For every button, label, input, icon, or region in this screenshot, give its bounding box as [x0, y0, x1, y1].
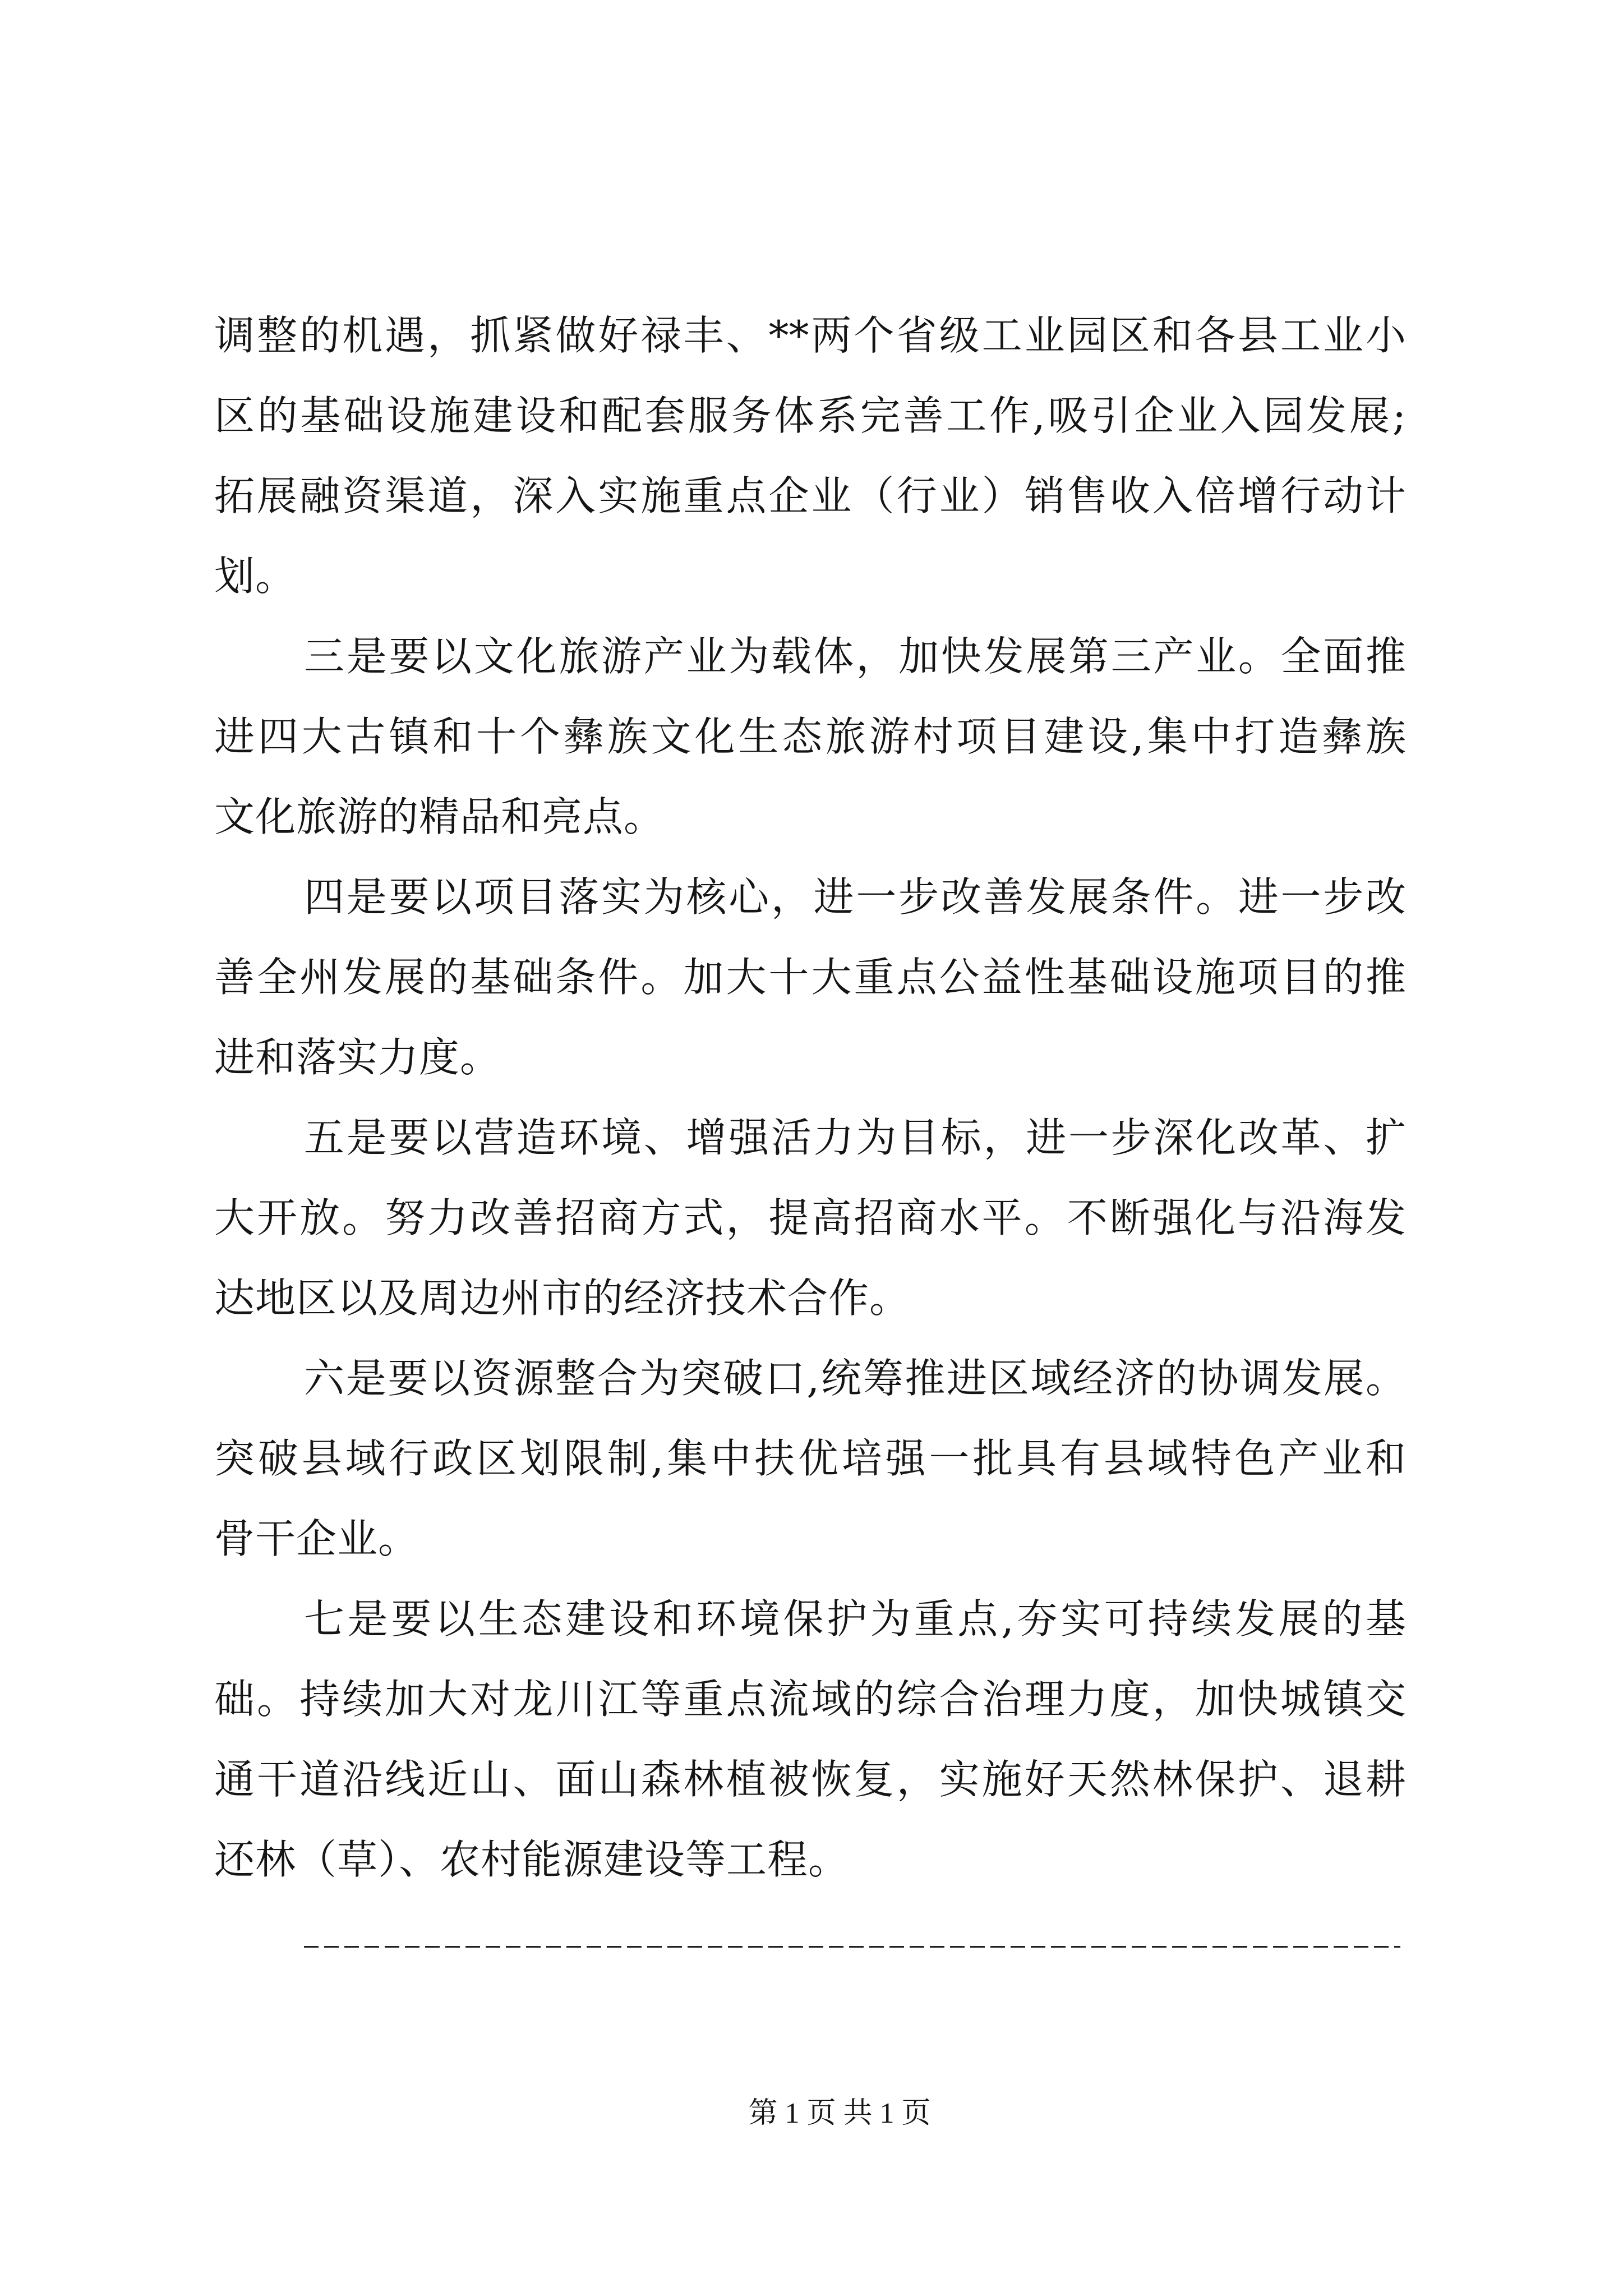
paragraph-continuation: [214, 296, 1406, 616]
text-line: 突破县域行政区划限制,集中扶优培强一批具有县域特色产业和: [214, 1435, 1406, 1482]
text-line: 四是要以项目落实为核心，进一步改善发展条件。进一步改: [304, 873, 1406, 921]
page-footer: 第 1 页 共 1 页: [748, 2097, 931, 2129]
text-line: 大开放。努力改善招商方式，提高招商水平。不断强化与沿海发: [214, 1194, 1406, 1241]
text-line: 六是要以资源整合为突破口,统筹推进区域经济的协调发展。: [304, 1355, 1406, 1402]
paragraph-point-four: [214, 857, 1406, 1098]
text-line: 七是要以生态建设和环境保护为重点,夯实可持续发展的基: [304, 1595, 1406, 1642]
text-line: 础。持续加大对龙川江等重点流域的综合治理力度，加快城镇交: [214, 1676, 1406, 1723]
paragraph-point-five: [214, 1098, 1406, 1338]
dashed-separator-line: [304, 1946, 1400, 1948]
text-line: 达地区以及周边州市的经济技术合作。: [214, 1274, 911, 1322]
text-line: 善全州发展的基础条件。加大十大重点公益性基础设施项目的推: [214, 954, 1406, 1001]
text-line: 进四大古镇和十个彝族文化生态旅游村项目建设,集中打造彝族: [214, 713, 1406, 760]
document-body: [214, 296, 1406, 1900]
paragraph-point-seven: [214, 1579, 1406, 1900]
text-line: 通干道沿线近山、面山森林植被恢复，实施好天然林保护、退耕: [214, 1756, 1406, 1803]
text-line: 区的基础设施建设和配套服务体系完善工作,吸引企业入园发展;: [214, 392, 1406, 439]
text-line: 还林（草）、农村能源建设等工程。: [214, 1836, 850, 1883]
paragraph-point-three: [214, 616, 1406, 857]
text-line: 进和落实力度。: [214, 1034, 501, 1081]
text-line: 拓展融资渠道，深入实施重点企业（行业）销售收入倍增行动计: [214, 472, 1406, 519]
paragraph-point-six: [214, 1338, 1406, 1579]
text-line: 五是要以营造环境、增强活力为目标，进一步深化改革、扩: [304, 1114, 1406, 1161]
text-line: 划。: [214, 553, 297, 600]
text-line: 三是要以文化旅游产业为载体，加快发展第三产业。全面推: [304, 633, 1406, 680]
text-line: 文化旅游的精品和亮点。: [214, 793, 665, 840]
text-line: 骨干企业。: [214, 1515, 419, 1562]
text-line: 调整的机遇，抓紧做好禄丰、**两个省级工业园区和各县工业小: [214, 312, 1406, 359]
